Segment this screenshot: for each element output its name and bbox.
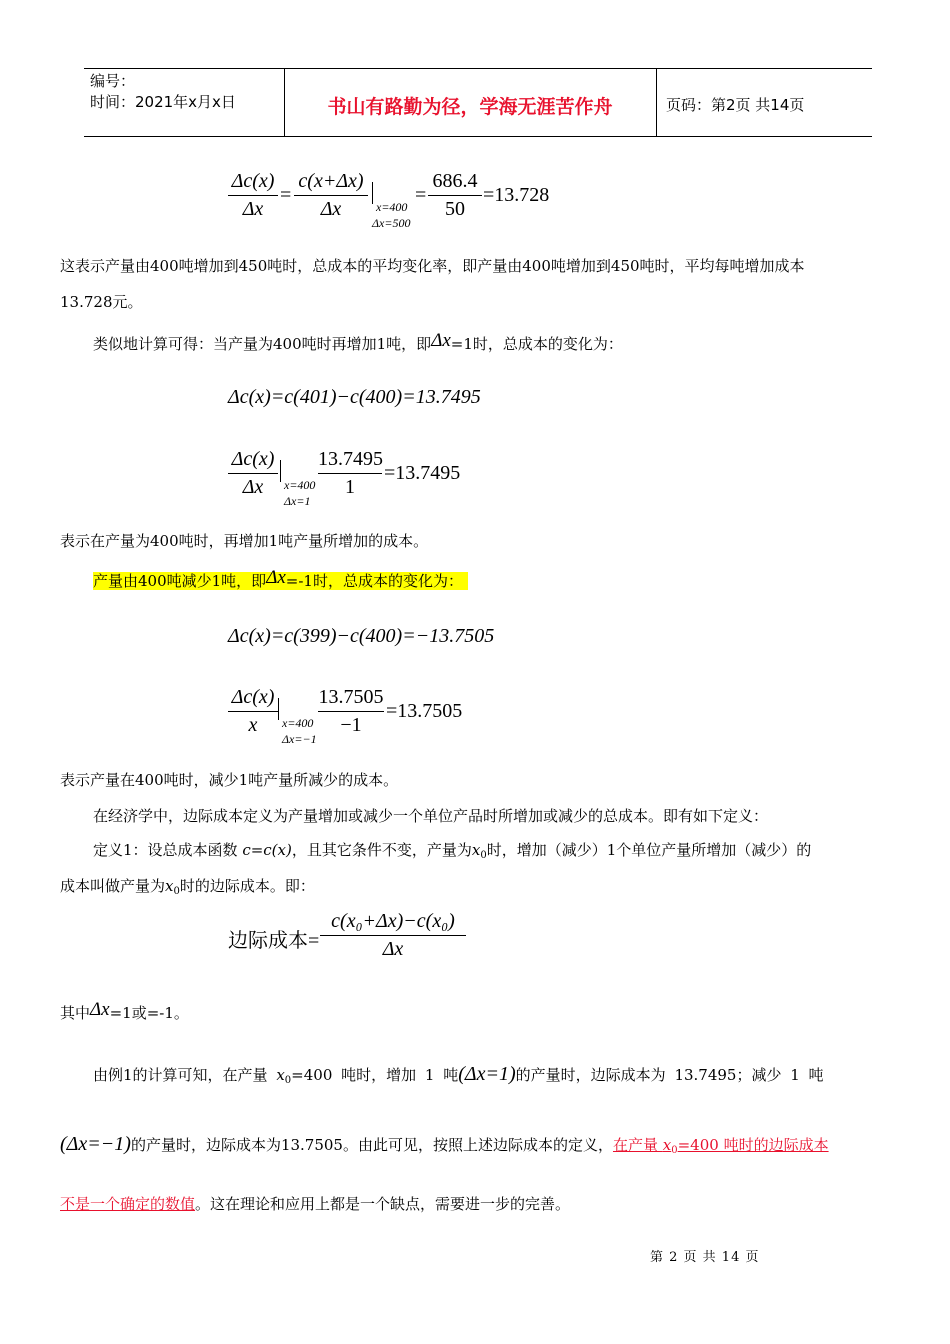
- page-header: [84, 68, 872, 137]
- condition-x: x=400: [284, 478, 316, 492]
- paragraph-text: (Δx=−1)的产量时，边际成本为13.7505。由此可见，按照上述边际成本的定义，在产量 $x_0=400$ 吨时的边际成本: [60, 1133, 829, 1156]
- definition-line: 成本叫做产量为$x_0$时的边际成本。即：: [60, 877, 315, 897]
- denominator: Δx: [382, 938, 404, 960]
- fraction-lhs: [228, 686, 278, 737]
- fraction-mid: [294, 170, 368, 221]
- header-divider: [656, 69, 657, 136]
- paragraph-text: 由例1的计算可知，在产量 $x_0=400$ 吨时，增加 1 吨(Δx=1)的产量时，边际成本为 13.7495；减少 1 吨: [93, 1063, 824, 1086]
- formula-change-399: Δc(x)=c(399)−c(400)=−13.7505: [228, 625, 495, 647]
- formula-result: =13.7505: [386, 700, 463, 722]
- header-number-label: 编号：: [90, 72, 136, 90]
- condition-x: x=400: [376, 200, 408, 214]
- numerator: c(x₀+Δx)−c(x₀): [331, 910, 455, 932]
- header-date: 时间：2021年x月x日: [90, 93, 236, 111]
- paragraph-text: 在经济学中，边际成本定义为产量增加或减少一个单位产品时所增加或减少的总成本。即有如下定义：: [93, 807, 769, 825]
- numerator: c(x+Δx): [298, 170, 364, 192]
- condition-dx: Δx=500: [372, 216, 411, 230]
- denominator: Δx: [320, 198, 342, 220]
- header-left: [90, 71, 236, 113]
- formula-change-401: Δc(x)=c(401)−c(400)=13.7495: [228, 386, 481, 408]
- numerator: 13.7505: [318, 686, 384, 708]
- paragraph-text: 13.728元。: [60, 293, 143, 311]
- denominator: 1: [345, 476, 355, 498]
- denominator: Δx: [242, 476, 264, 498]
- denominator: Δx: [242, 198, 264, 220]
- formula-result: =13.728: [483, 184, 550, 206]
- page-footer: 第 2 页 共 14 页: [650, 1250, 760, 1265]
- paragraph-text: 表示在产量为400吨时，再增加1吨产量所增加的成本。: [60, 532, 429, 550]
- highlighted-paragraph: 产量由400吨减少1吨，即Δx=-1时，总成本的变化为：: [93, 568, 468, 591]
- definition-line: 定义1：设总成本函数 c=c(x)，且其它条件不变，产量为$x_0$时，增加（减少）1个单位产量所增加（减少）的: [93, 841, 812, 861]
- denominator: −1: [340, 714, 362, 736]
- fraction-value: [318, 448, 382, 499]
- header-motto: 书山有路勤为径，学海无涯苦作舟: [327, 96, 613, 118]
- fraction-value: [428, 170, 482, 221]
- paragraph-text: 不是一个确定的数值。这在理论和应用上都是一个缺点，需要进一步的完善。: [60, 1195, 571, 1213]
- paragraph-text: 类似地计算可得：当产量为400吨时再增加1吨，即Δx=1时，总成本的变化为：: [93, 330, 623, 353]
- numerator: Δc(x): [231, 686, 275, 708]
- numerator: 686.4: [432, 170, 478, 192]
- equals-sign: =: [415, 184, 427, 206]
- denominator: 50: [445, 198, 465, 220]
- equals-sign: =: [280, 184, 292, 206]
- fraction-lhs: [228, 448, 278, 499]
- condition-x: x=400: [282, 716, 314, 730]
- fraction: [320, 910, 466, 961]
- header-page-info: 页码：第2页 共14页: [666, 96, 805, 114]
- condition-dx: Δx=1: [284, 494, 311, 508]
- denominator: x: [248, 714, 258, 736]
- numerator: Δc(x): [231, 170, 275, 192]
- fraction-lhs: [228, 170, 278, 221]
- fraction-value: [318, 686, 384, 737]
- numerator: 13.7495: [318, 448, 383, 470]
- formula-lhs: 边际成本=: [228, 930, 320, 952]
- formula-result: =13.7495: [384, 462, 461, 484]
- paragraph-text: 表示产量在400吨时，减少1吨产量所减少的成本。: [60, 771, 399, 789]
- paragraph-text: 其中Δx=1或=-1。: [60, 999, 189, 1022]
- paragraph-text: 这表示产量由400吨增加到450吨时，总成本的平均变化率，即产量由400吨增加到450吨时，平均每吨增加成本: [60, 257, 805, 275]
- condition-dx: Δx=−1: [282, 732, 317, 746]
- numerator: Δc(x): [231, 448, 275, 470]
